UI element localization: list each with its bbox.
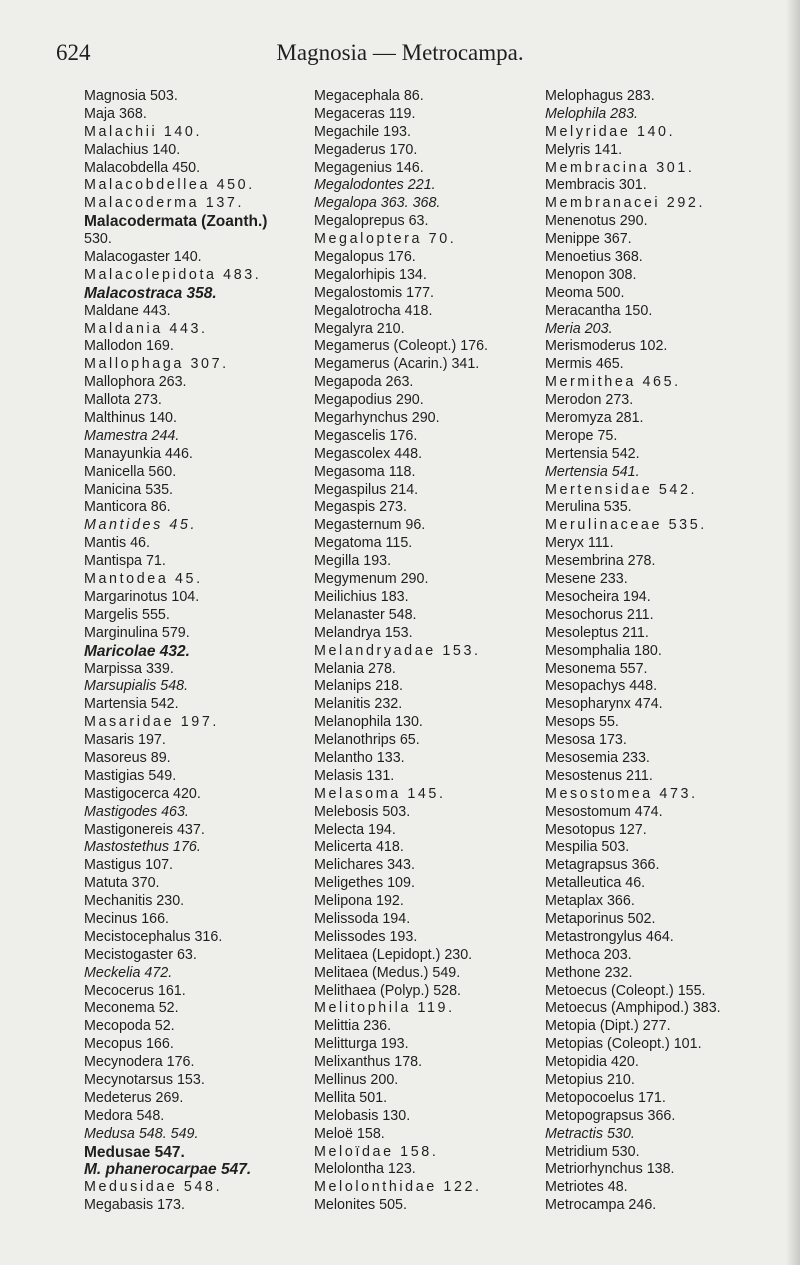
- index-entry: Maja 368.: [84, 105, 147, 122]
- index-entry: Mertensidae 542.: [545, 481, 698, 498]
- index-entry: Mesomphalia 180.: [545, 642, 662, 659]
- index-entry: Merulina 535.: [545, 499, 632, 516]
- index-entry: Marsupialis 548.: [84, 678, 189, 695]
- index-entry: Malacogaster 140.: [84, 249, 202, 266]
- index-entry: Mallophora 263.: [84, 374, 187, 391]
- index-entry: Mellita 501.: [314, 1089, 388, 1106]
- index-entry: Metriorhynchus 138.: [545, 1161, 675, 1178]
- index-entry: Mantides 45.: [84, 517, 198, 534]
- index-entry: Mesostenus 211.: [545, 767, 653, 784]
- index-entry: Menippe 367.: [545, 231, 632, 248]
- index-entry: Margelis 555.: [84, 606, 170, 623]
- index-entry: Meoma 500.: [545, 284, 625, 301]
- page-number: 624: [56, 40, 91, 65]
- index-entry: Malthinus 140.: [84, 410, 177, 427]
- index-entry: Mecocerus 161.: [84, 982, 186, 999]
- index-entry: Melophila 283.: [545, 105, 638, 122]
- index-entry: Mellinus 200.: [314, 1071, 399, 1088]
- index-entry: Masaris 197.: [84, 732, 166, 749]
- index-entry: Megarhynchus 290.: [314, 410, 440, 427]
- index-entry: Melanips 218.: [314, 678, 404, 695]
- index-entry: Megymenum 290.: [314, 571, 429, 588]
- index-entry: Melanophila 130.: [314, 714, 423, 731]
- index-entry: Mallodon 169.: [84, 338, 174, 355]
- index-entry: Metoecus (Amphipod.) 383.: [545, 1000, 721, 1017]
- index-entry: Melissoda 194.: [314, 910, 411, 927]
- index-entry: Metopidia 420.: [545, 1054, 639, 1071]
- index-entry: Melasoma 145.: [314, 785, 446, 802]
- index-entry: Manayunkia 446.: [84, 445, 193, 462]
- index-column-1: [84, 88, 324, 1215]
- index-entry: Metridium 530.: [545, 1143, 640, 1160]
- index-entry: Marginulina 579.: [84, 624, 190, 641]
- index-entry: Medusa 548. 549.: [84, 1125, 199, 1142]
- index-entry: Mantispa 71.: [84, 553, 166, 570]
- index-entry: Methoca 203.: [545, 946, 632, 963]
- index-entry: Megalorhipis 134.: [314, 266, 427, 283]
- index-entry: Meloë 158.: [314, 1125, 385, 1142]
- index-entry: Meromyza 281.: [545, 410, 644, 427]
- index-entry: Menenotus 290.: [545, 213, 648, 230]
- index-entry: Mamestra 244.: [84, 427, 180, 444]
- index-entry: M. phanerocarpae 547.: [84, 1161, 252, 1179]
- index-entry: Meilichius 183.: [314, 588, 409, 605]
- index-entry: Mecynodera 176.: [84, 1054, 195, 1071]
- index-entry: Metagrapsus 366.: [545, 857, 660, 874]
- index-entry: Megalopus 176.: [314, 249, 416, 266]
- index-entry: Meracantha 150.: [545, 302, 653, 319]
- index-entry: Marpissa 339.: [84, 660, 174, 677]
- index-entry: Megaceras 119.: [314, 105, 416, 122]
- index-entry: Merismoderus 102.: [545, 338, 668, 355]
- index-entry: Malachii 140.: [84, 123, 203, 140]
- index-entry: Megabasis 173.: [84, 1197, 185, 1214]
- index-entry: Magnosia 503.: [84, 88, 178, 104]
- index-entry: Melithaea (Polyp.) 528.: [314, 982, 462, 999]
- index-entry: Melonites 505.: [314, 1197, 407, 1214]
- index-entry: Metaplax 366.: [545, 893, 635, 910]
- index-entry: Megalodontes 221.: [314, 177, 436, 194]
- index-entry: Megamerus (Acarin.) 341.: [314, 356, 480, 373]
- index-entry: Maricolae 432.: [84, 642, 190, 660]
- index-entry: Menopon 308.: [545, 266, 637, 283]
- index-entry: Mertensia 541.: [545, 463, 640, 480]
- index-entry: Mesembrina 278.: [545, 553, 656, 570]
- index-entry: Melolonthidae 122.: [314, 1179, 482, 1196]
- index-entry: Megagenius 146.: [314, 159, 424, 176]
- index-entry: Melicerta 418.: [314, 839, 404, 856]
- index-entry: Membranacei 292.: [545, 195, 706, 212]
- index-entry: Masoreus 89.: [84, 749, 171, 766]
- index-entry: Metopias (Coleopt.) 101.: [545, 1036, 702, 1053]
- index-entry: Mermithea 465.: [545, 374, 681, 391]
- index-entry: Melipona 192.: [314, 893, 404, 910]
- index-entry: Malacostraca 358.: [84, 284, 217, 302]
- index-entry: Metractis 530.: [545, 1125, 635, 1142]
- index-entry: Malacoderma 137.: [84, 195, 245, 212]
- index-entry: Melolontha 123.: [314, 1161, 416, 1178]
- index-entry: Melitaea (Medus.) 549.: [314, 964, 461, 981]
- index-entry: Manticora 86.: [84, 499, 171, 516]
- index-entry: Mesoleptus 211.: [545, 624, 649, 641]
- index-entry: Malacobdella 450.: [84, 159, 201, 176]
- index-entry: Mallophaga 307.: [84, 356, 229, 373]
- index-entry: Manicella 560.: [84, 463, 177, 480]
- index-entry: Meconema 52.: [84, 1000, 179, 1017]
- index-entry: Metopocoelus 171.: [545, 1089, 666, 1106]
- index-entry: Mesostomea 473.: [545, 785, 698, 802]
- index-entry: Megachile 193.: [314, 123, 411, 140]
- index-entry: Mantis 46.: [84, 535, 150, 552]
- index-entry: Maldane 443.: [84, 302, 171, 319]
- index-entry: Mastigodes 463.: [84, 803, 189, 820]
- index-entry: Malacobdellea 450.: [84, 177, 255, 194]
- index-entry: Mesotopus 127.: [545, 821, 647, 838]
- index-entry: Megatoma 115.: [314, 535, 413, 552]
- index-entry: Megapoda 263.: [314, 374, 414, 391]
- index-column-2: [314, 88, 554, 1215]
- index-entry: Melandrya 153.: [314, 624, 413, 641]
- index-entry: Maldania 443.: [84, 320, 208, 337]
- index-entry: Mecynotarsus 153.: [84, 1071, 205, 1088]
- index-entry: Mecistogaster 63.: [84, 946, 197, 963]
- index-entry: Melanothrips 65.: [314, 732, 420, 749]
- index-entry: Melania 278.: [314, 660, 396, 677]
- index-entry: Megilla 193.: [314, 553, 392, 570]
- index-entry: Mertensia 542.: [545, 445, 640, 462]
- index-entry: Melobasis 130.: [314, 1107, 411, 1124]
- index-entry: Megaloprepus 63.: [314, 213, 429, 230]
- index-entry: Megapodius 290.: [314, 392, 424, 409]
- index-entry: Merulinaceae 535.: [545, 517, 707, 534]
- index-entry: Metopius 210.: [545, 1071, 635, 1088]
- index-entry: Mesosemia 233.: [545, 749, 650, 766]
- index-entry: 530.: [84, 231, 112, 248]
- index-entry: Melyridae 140.: [545, 123, 676, 140]
- index-entry: Melittia 236.: [314, 1018, 392, 1035]
- index-entry: Metopograpsus 366.: [545, 1107, 676, 1124]
- index-entry: Megasternum 96.: [314, 517, 426, 534]
- index-entry: Mastigus 107.: [84, 857, 174, 874]
- index-entry: Medusidae 548.: [84, 1179, 223, 1196]
- index-entry: Mecopus 166.: [84, 1036, 174, 1053]
- index-entry: Melantho 133.: [314, 749, 405, 766]
- index-entry: Megasoma 118.: [314, 463, 416, 480]
- index-entry: Megalyra 210.: [314, 320, 405, 337]
- index-entry: Meckelia 472.: [84, 964, 173, 981]
- index-entry: Megacephala 86.: [314, 88, 424, 104]
- index-entry: Mesochorus 211.: [545, 606, 654, 623]
- index-entry: Megalopa 363. 368.: [314, 195, 441, 212]
- index-entry: Medora 548.: [84, 1107, 165, 1124]
- index-entry: Mesonema 557.: [545, 660, 648, 677]
- index-entry: Melitophila 119.: [314, 1000, 455, 1017]
- index-entry: Melyris 141.: [545, 141, 623, 158]
- index-entry: Meligethes 109.: [314, 875, 415, 892]
- index-entry: Mesocheira 194.: [545, 588, 651, 605]
- index-entry: Meloïdae 158.: [314, 1143, 439, 1160]
- index-column-3: [545, 88, 785, 1215]
- index-entry: Masaridae 197.: [84, 714, 219, 731]
- index-entry: Mesopharynx 474.: [545, 696, 663, 713]
- index-entry: Margarinotus 104.: [84, 588, 200, 605]
- index-entry: Melitturga 193.: [314, 1036, 409, 1053]
- index-entry: Manicina 535.: [84, 481, 174, 498]
- index-entry: Megaspilus 214.: [314, 481, 419, 498]
- index-entry: Mesosa 173.: [545, 732, 627, 749]
- index-entry: Mesopachys 448.: [545, 678, 658, 695]
- index-entry: Mastigocerca 420.: [84, 785, 201, 802]
- index-entry: Mantodea 45.: [84, 571, 203, 588]
- index-entry: Mecopoda 52.: [84, 1018, 175, 1035]
- index-entry: Metopia (Dipt.) 277.: [545, 1018, 671, 1035]
- index-entry: Melebosis 503.: [314, 803, 411, 820]
- index-entry: Melecta 194.: [314, 821, 396, 838]
- index-entry: Megaspis 273.: [314, 499, 407, 516]
- index-entry: Melitaea (Lepidopt.) 230.: [314, 946, 473, 963]
- index-entry: Megalostomis 177.: [314, 284, 434, 301]
- index-entry: Mesops 55.: [545, 714, 619, 731]
- index-entry: Metalleutica 46.: [545, 875, 646, 892]
- index-entry: Meria 203.: [545, 320, 613, 337]
- index-entry: Mastigonereis 437.: [84, 821, 205, 838]
- index-entry: Metrocampa 246.: [545, 1197, 657, 1214]
- index-entry: Megalotrocha 418.: [314, 302, 433, 319]
- index-entry: Melophagus 283.: [545, 88, 655, 104]
- index-entry: Melasis 131.: [314, 767, 395, 784]
- index-entry: Merope 75.: [545, 427, 618, 444]
- index-entry: Mallota 273.: [84, 392, 162, 409]
- index-entry: Martensia 542.: [84, 696, 179, 713]
- index-entry: Mesostomum 474.: [545, 803, 663, 820]
- index-entry: Megaloptera 70.: [314, 231, 457, 248]
- index-entry: Methone 232.: [545, 964, 633, 981]
- index-entry: Medeterus 269.: [84, 1089, 184, 1106]
- index-entry: Melichares 343.: [314, 857, 415, 874]
- index-entry: Medusae 547.: [84, 1143, 185, 1161]
- index-entry: Membracis 301.: [545, 177, 647, 194]
- index-entry: Menoetius 368.: [545, 249, 643, 266]
- index-entry: Melanaster 548.: [314, 606, 417, 623]
- index-entry: Mecistocephalus 316.: [84, 928, 223, 945]
- index-entry: Mastostethus 176.: [84, 839, 201, 856]
- index-entry: Megascolex 448.: [314, 445, 423, 462]
- index-entry: Malacodermata (Zoanth.): [84, 213, 268, 231]
- index-entry: Melandryadae 153.: [314, 642, 481, 659]
- index-entry: Metoecus (Coleopt.) 155.: [545, 982, 706, 999]
- index-entry: Melixanthus 178.: [314, 1054, 423, 1071]
- index-entry: Mecinus 166.: [84, 910, 170, 927]
- page-edge-shadow: [786, 0, 800, 1265]
- index-entry: Mespilia 503.: [545, 839, 630, 856]
- index-entry: Metriotes 48.: [545, 1179, 628, 1196]
- index-entry: Malachius 140.: [84, 141, 181, 158]
- index-entry: Megascelis 176.: [314, 427, 418, 444]
- index-entry: Mermis 465.: [545, 356, 624, 373]
- index-entry: Mastigias 549.: [84, 767, 177, 784]
- index-entry: Meryx 111.: [545, 535, 614, 552]
- index-entry: Matuta 370.: [84, 875, 160, 892]
- index-entry: Mechanitis 230.: [84, 893, 185, 910]
- index-entry: Megamerus (Coleopt.) 176.: [314, 338, 489, 355]
- index-entry: Merodon 273.: [545, 392, 634, 409]
- index-entry: Membracina 301.: [545, 159, 695, 176]
- index-entry: Mesene 233.: [545, 571, 628, 588]
- index-entry: Melissodes 193.: [314, 928, 418, 945]
- page-header-title: Magnosia — Metrocampa.: [276, 40, 524, 65]
- index-entry: Metastrongylus 464.: [545, 928, 674, 945]
- index-entry: Megaderus 170.: [314, 141, 418, 158]
- index-entry: Melanitis 232.: [314, 696, 403, 713]
- index-entry: Metaporinus 502.: [545, 910, 656, 927]
- index-entry: Malacolepidota 483.: [84, 266, 262, 283]
